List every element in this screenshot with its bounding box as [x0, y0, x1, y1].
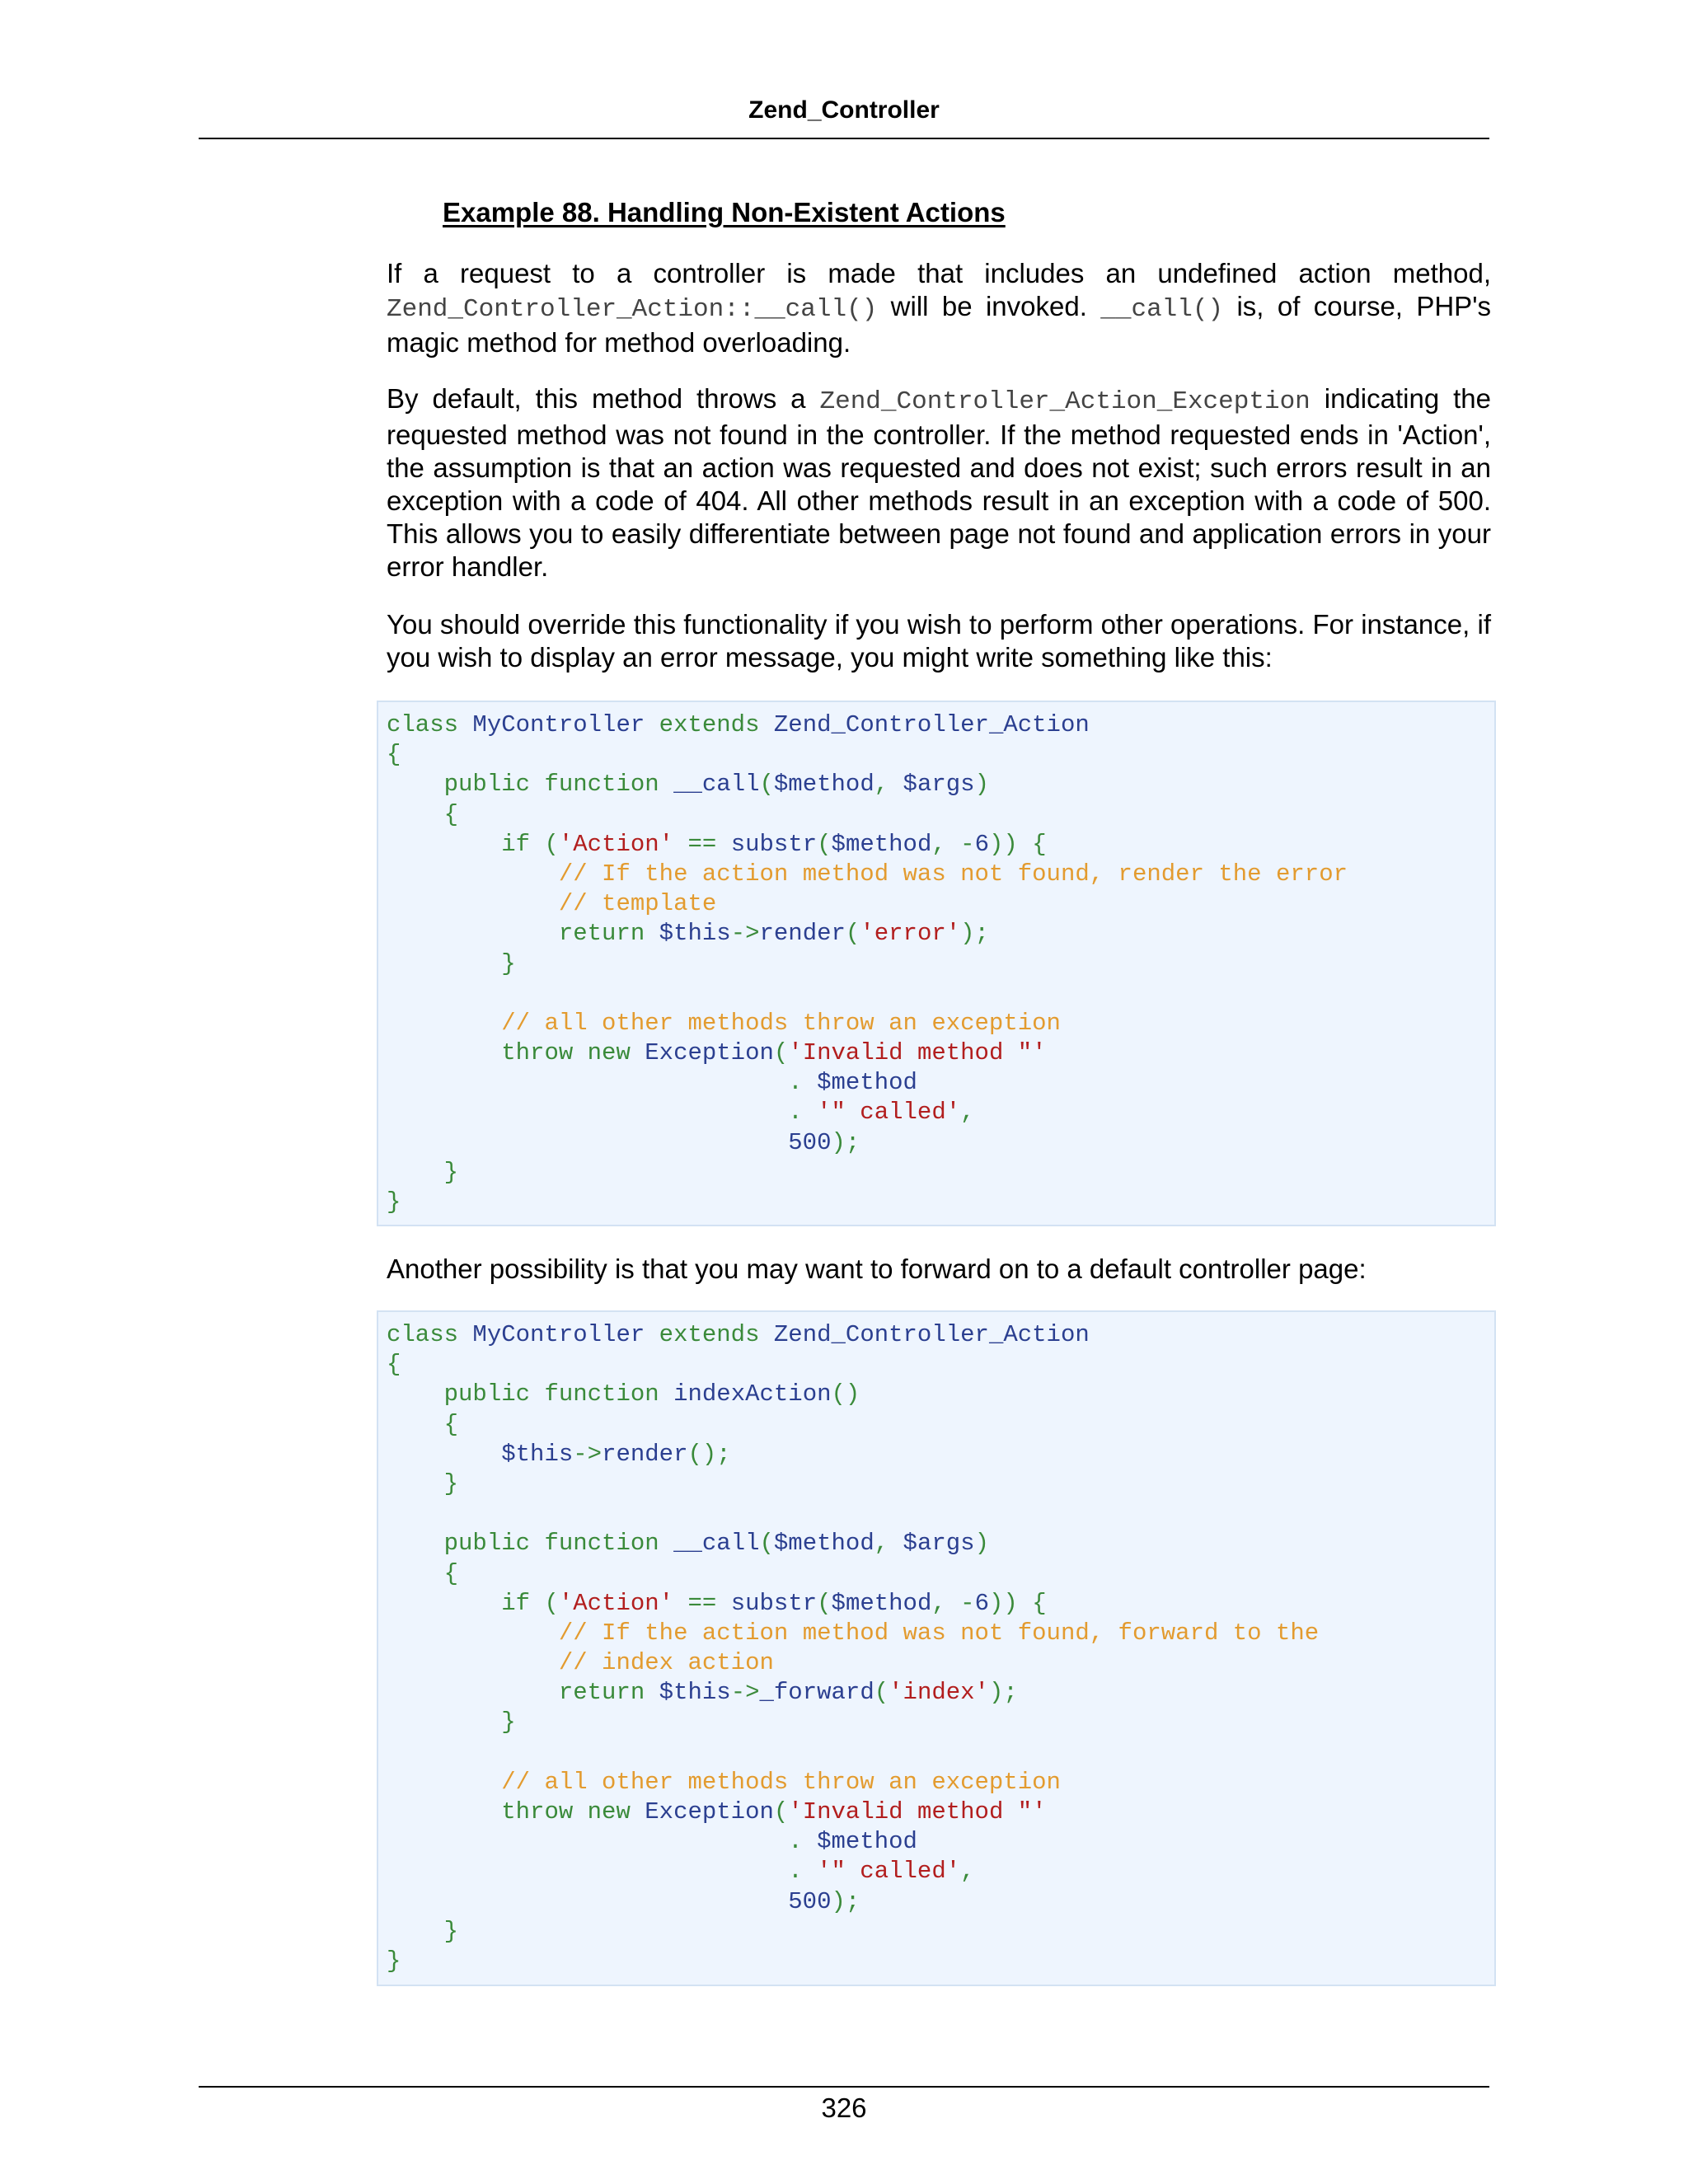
- code-line: [387, 1708, 1494, 1737]
- code-token: 500: [788, 1887, 832, 1915]
- code-token: .: [788, 1099, 818, 1127]
- code-token: [387, 771, 444, 798]
- code-token: [387, 1411, 444, 1438]
- code-token: $method: [817, 1828, 917, 1856]
- code-token: [387, 1039, 501, 1066]
- code-token: );: [960, 920, 989, 948]
- code-token: render: [602, 1440, 688, 1468]
- code-token: {: [443, 800, 459, 828]
- code-line: [387, 1917, 1494, 1947]
- code-token: 'Action': [558, 1589, 674, 1617]
- code-token: // template: [558, 890, 717, 918]
- code-token: 'Invalid method "': [788, 1798, 1047, 1825]
- inline-code: Zend_Controller_Action_Exception: [819, 387, 1311, 416]
- running-header: Zend_Controller: [748, 96, 940, 124]
- code-line: [387, 1499, 1494, 1529]
- code-token: 'error': [860, 920, 961, 948]
- code-token: , -: [931, 1589, 975, 1617]
- code-token: [387, 1858, 788, 1885]
- code-token: [387, 860, 559, 888]
- code-block-error-render: [377, 701, 1496, 1226]
- code-token: $method: [831, 1589, 932, 1617]
- code-token: render: [759, 920, 846, 948]
- code-token: $this: [659, 1679, 731, 1707]
- code-token: {: [387, 741, 401, 769]
- paragraph-text: is, of course, PHP's magic method for method overloading.: [387, 291, 1491, 358]
- inline-code: __call(): [1100, 295, 1224, 324]
- code-token: }: [443, 1158, 459, 1186]
- code-token: [387, 1828, 788, 1855]
- code-token: [387, 1708, 501, 1736]
- code-token: ,: [960, 1099, 975, 1127]
- code-token: [387, 1099, 788, 1126]
- code-token: [387, 1590, 501, 1617]
- code-line: [387, 1887, 1494, 1917]
- code-token: return: [558, 1679, 659, 1707]
- code-token: }: [443, 1469, 459, 1497]
- code-token: $method: [817, 1069, 917, 1097]
- code-token: $this: [501, 1440, 574, 1468]
- code-token: MyController: [472, 1321, 659, 1348]
- code-token: ): [974, 771, 989, 799]
- code-token: [387, 1918, 444, 1945]
- code-token: if: [501, 830, 545, 858]
- code-token: [387, 1129, 788, 1156]
- code-token: throw new: [501, 1798, 645, 1825]
- code-token: 'index': [889, 1679, 989, 1707]
- code-line: [387, 1678, 1494, 1708]
- code-token: class: [387, 711, 473, 738]
- code-token: public function: [443, 1530, 674, 1558]
- code-token: [387, 801, 444, 828]
- code-token: 500: [788, 1128, 832, 1156]
- code-token: (): [831, 1380, 860, 1408]
- code-token: substr: [730, 1589, 818, 1617]
- code-line: [387, 1188, 1494, 1217]
- code-token: [387, 1441, 501, 1468]
- code-token: (: [817, 830, 832, 858]
- code-line: [387, 710, 1494, 740]
- code-line: [387, 1827, 1494, 1857]
- code-token: )) {: [989, 1589, 1047, 1617]
- code-token: _forward: [759, 1679, 874, 1707]
- footer-divider: [199, 2086, 1489, 2088]
- code-token: $method: [773, 771, 874, 799]
- code-line: [387, 740, 1494, 770]
- paragraph-text: indicating the requested method was not found in the controller. If the method requested ends in 'Action', the assumption is that an action was requested and does not exist; such errors result in an exception with a code of 404. All other methods result in an exception with a code of 500. This allows you to easily differentiate between page not found and application errors in your error handler.: [387, 383, 1491, 582]
- code-token: extends: [659, 1321, 774, 1348]
- code-token: [387, 831, 501, 858]
- code-token: ==: [673, 830, 731, 858]
- code-token: [387, 1069, 788, 1096]
- code-token: [387, 890, 559, 917]
- code-token: '" called': [817, 1099, 961, 1127]
- code-token: // index action: [558, 1649, 774, 1677]
- code-token: ): [974, 1530, 989, 1558]
- code-line: [387, 919, 1494, 949]
- code-token: substr: [730, 830, 818, 858]
- code-token: (: [759, 1530, 774, 1558]
- code-token: ();: [687, 1440, 731, 1468]
- code-block-forward: [377, 1310, 1496, 1986]
- code-token: }: [443, 1917, 459, 1945]
- paragraph-default-behavior: [387, 382, 1491, 583]
- code-token: [387, 1010, 501, 1037]
- code-line: [387, 1589, 1494, 1619]
- code-token: // If the action method was not found, render the error: [558, 860, 1348, 888]
- code-token: MyController: [472, 711, 659, 738]
- code-line: [387, 1559, 1494, 1589]
- code-token: (: [773, 1039, 789, 1067]
- code-token: ->: [573, 1440, 603, 1468]
- code-line: [387, 1469, 1494, 1499]
- code-line: [387, 830, 1494, 860]
- code-token: }: [501, 949, 516, 977]
- paragraph-call-method: [387, 257, 1491, 359]
- code-token: Zend_Controller_Action: [773, 711, 1090, 738]
- code-token: __call: [673, 1530, 760, 1558]
- paragraph-text: By default, this method throws a: [387, 383, 820, 414]
- code-token: }: [501, 1708, 516, 1736]
- code-token: .: [788, 1828, 818, 1856]
- code-token: '" called': [817, 1858, 961, 1886]
- code-line: [387, 1797, 1494, 1827]
- code-token: [387, 1380, 444, 1408]
- code-token: [387, 950, 501, 977]
- code-line: [387, 949, 1494, 979]
- code-line: [387, 1529, 1494, 1558]
- code-token: ,: [874, 771, 903, 799]
- code-token: 'Action': [558, 830, 674, 858]
- code-token: Zend_Controller_Action: [773, 1321, 1090, 1348]
- code-token: public function: [443, 771, 674, 799]
- paragraph-text: If a request to a controller is made that includes an undefined action method,: [387, 258, 1491, 288]
- code-token: // all other methods throw an exception: [501, 1009, 1061, 1037]
- code-token: ->: [730, 1679, 760, 1707]
- code-line: [387, 1619, 1494, 1648]
- code-line: [387, 860, 1494, 889]
- code-token: .: [788, 1858, 818, 1886]
- code-line: [387, 979, 1494, 1009]
- code-token: [387, 1159, 444, 1186]
- paragraph-override: You should override this functionality if you wish to perform other operations. For instance, if you wish to display an error message, you might write something like this:: [387, 609, 1491, 673]
- code-token: $method: [773, 1530, 874, 1558]
- code-token: (: [759, 771, 774, 799]
- code-line: [387, 1857, 1494, 1886]
- code-token: return: [558, 920, 659, 948]
- code-token: 6: [974, 1589, 989, 1617]
- code-line: [387, 1410, 1494, 1440]
- code-token: (: [874, 1679, 889, 1707]
- code-token: (: [845, 920, 860, 948]
- code-line: [387, 1158, 1494, 1188]
- code-line: [387, 1128, 1494, 1158]
- paragraph-text: will be invoked.: [877, 291, 1101, 321]
- code-token: ,: [874, 1530, 903, 1558]
- code-token: (: [817, 1589, 832, 1617]
- code-token: (: [544, 830, 559, 858]
- code-token: // all other methods throw an exception: [501, 1768, 1061, 1796]
- example-title: Example 88. Handling Non-Existent Actions: [443, 197, 1006, 227]
- code-line: [387, 1068, 1494, 1098]
- code-token: [387, 1769, 501, 1796]
- code-line: [387, 1009, 1494, 1038]
- code-line: [387, 1440, 1494, 1469]
- code-token: )) {: [989, 830, 1047, 858]
- code-line: [387, 1648, 1494, 1678]
- code-token: class: [387, 1321, 473, 1348]
- code-token: public function: [443, 1380, 674, 1408]
- code-token: $method: [831, 830, 932, 858]
- code-token: {: [443, 1410, 459, 1438]
- page-number: 326: [821, 2093, 867, 2123]
- code-line: [387, 1038, 1494, 1068]
- code-token: [387, 1560, 444, 1587]
- code-token: $this: [659, 920, 731, 948]
- code-line: [387, 800, 1494, 830]
- code-line: [387, 889, 1494, 919]
- code-token: ==: [673, 1589, 731, 1617]
- code-token: // If the action method was not found, forward to the: [558, 1619, 1320, 1647]
- code-token: [387, 1470, 444, 1497]
- code-token: (: [544, 1589, 559, 1617]
- code-token: .: [788, 1069, 818, 1097]
- code-token: );: [988, 1679, 1018, 1707]
- code-token: [387, 1530, 444, 1557]
- code-token: 'Invalid method "': [788, 1039, 1047, 1067]
- code-token: Exception: [645, 1039, 774, 1067]
- code-token: $args: [903, 1530, 975, 1558]
- code-token: [387, 1679, 559, 1706]
- code-token: );: [831, 1887, 860, 1915]
- code-line: [387, 1098, 1494, 1127]
- code-token: }: [387, 1188, 401, 1216]
- code-line: [387, 770, 1494, 799]
- code-token: [387, 1888, 788, 1915]
- code-token: indexAction: [673, 1380, 832, 1408]
- code-line: [387, 1768, 1494, 1797]
- paragraph-forward: Another possibility is that you may want to forward on to a default controller page:: [387, 1254, 1367, 1284]
- code-token: [387, 920, 559, 947]
- code-line: [387, 1738, 1494, 1768]
- code-token: $args: [903, 771, 975, 799]
- code-token: if: [501, 1589, 545, 1617]
- code-token: (: [773, 1798, 789, 1825]
- code-token: __call: [673, 771, 760, 799]
- code-line: [387, 1380, 1494, 1409]
- code-token: [387, 1649, 559, 1676]
- code-token: [387, 1798, 501, 1825]
- code-token: }: [387, 1947, 401, 1975]
- code-line: [387, 1350, 1494, 1380]
- code-token: extends: [659, 711, 774, 738]
- code-token: Exception: [645, 1798, 774, 1825]
- code-token: throw new: [501, 1039, 645, 1067]
- code-token: , -: [931, 830, 975, 858]
- code-token: ,: [960, 1858, 975, 1886]
- code-token: );: [831, 1128, 860, 1156]
- code-token: {: [387, 1351, 401, 1379]
- code-token: [387, 1619, 559, 1647]
- code-token: 6: [974, 830, 989, 858]
- code-token: ->: [730, 920, 760, 948]
- header-divider: [199, 138, 1489, 139]
- inline-code: Zend_Controller_Action::__call(): [387, 295, 878, 324]
- code-token: {: [443, 1559, 459, 1587]
- code-line: [387, 1947, 1494, 1976]
- code-line: [387, 1320, 1494, 1350]
